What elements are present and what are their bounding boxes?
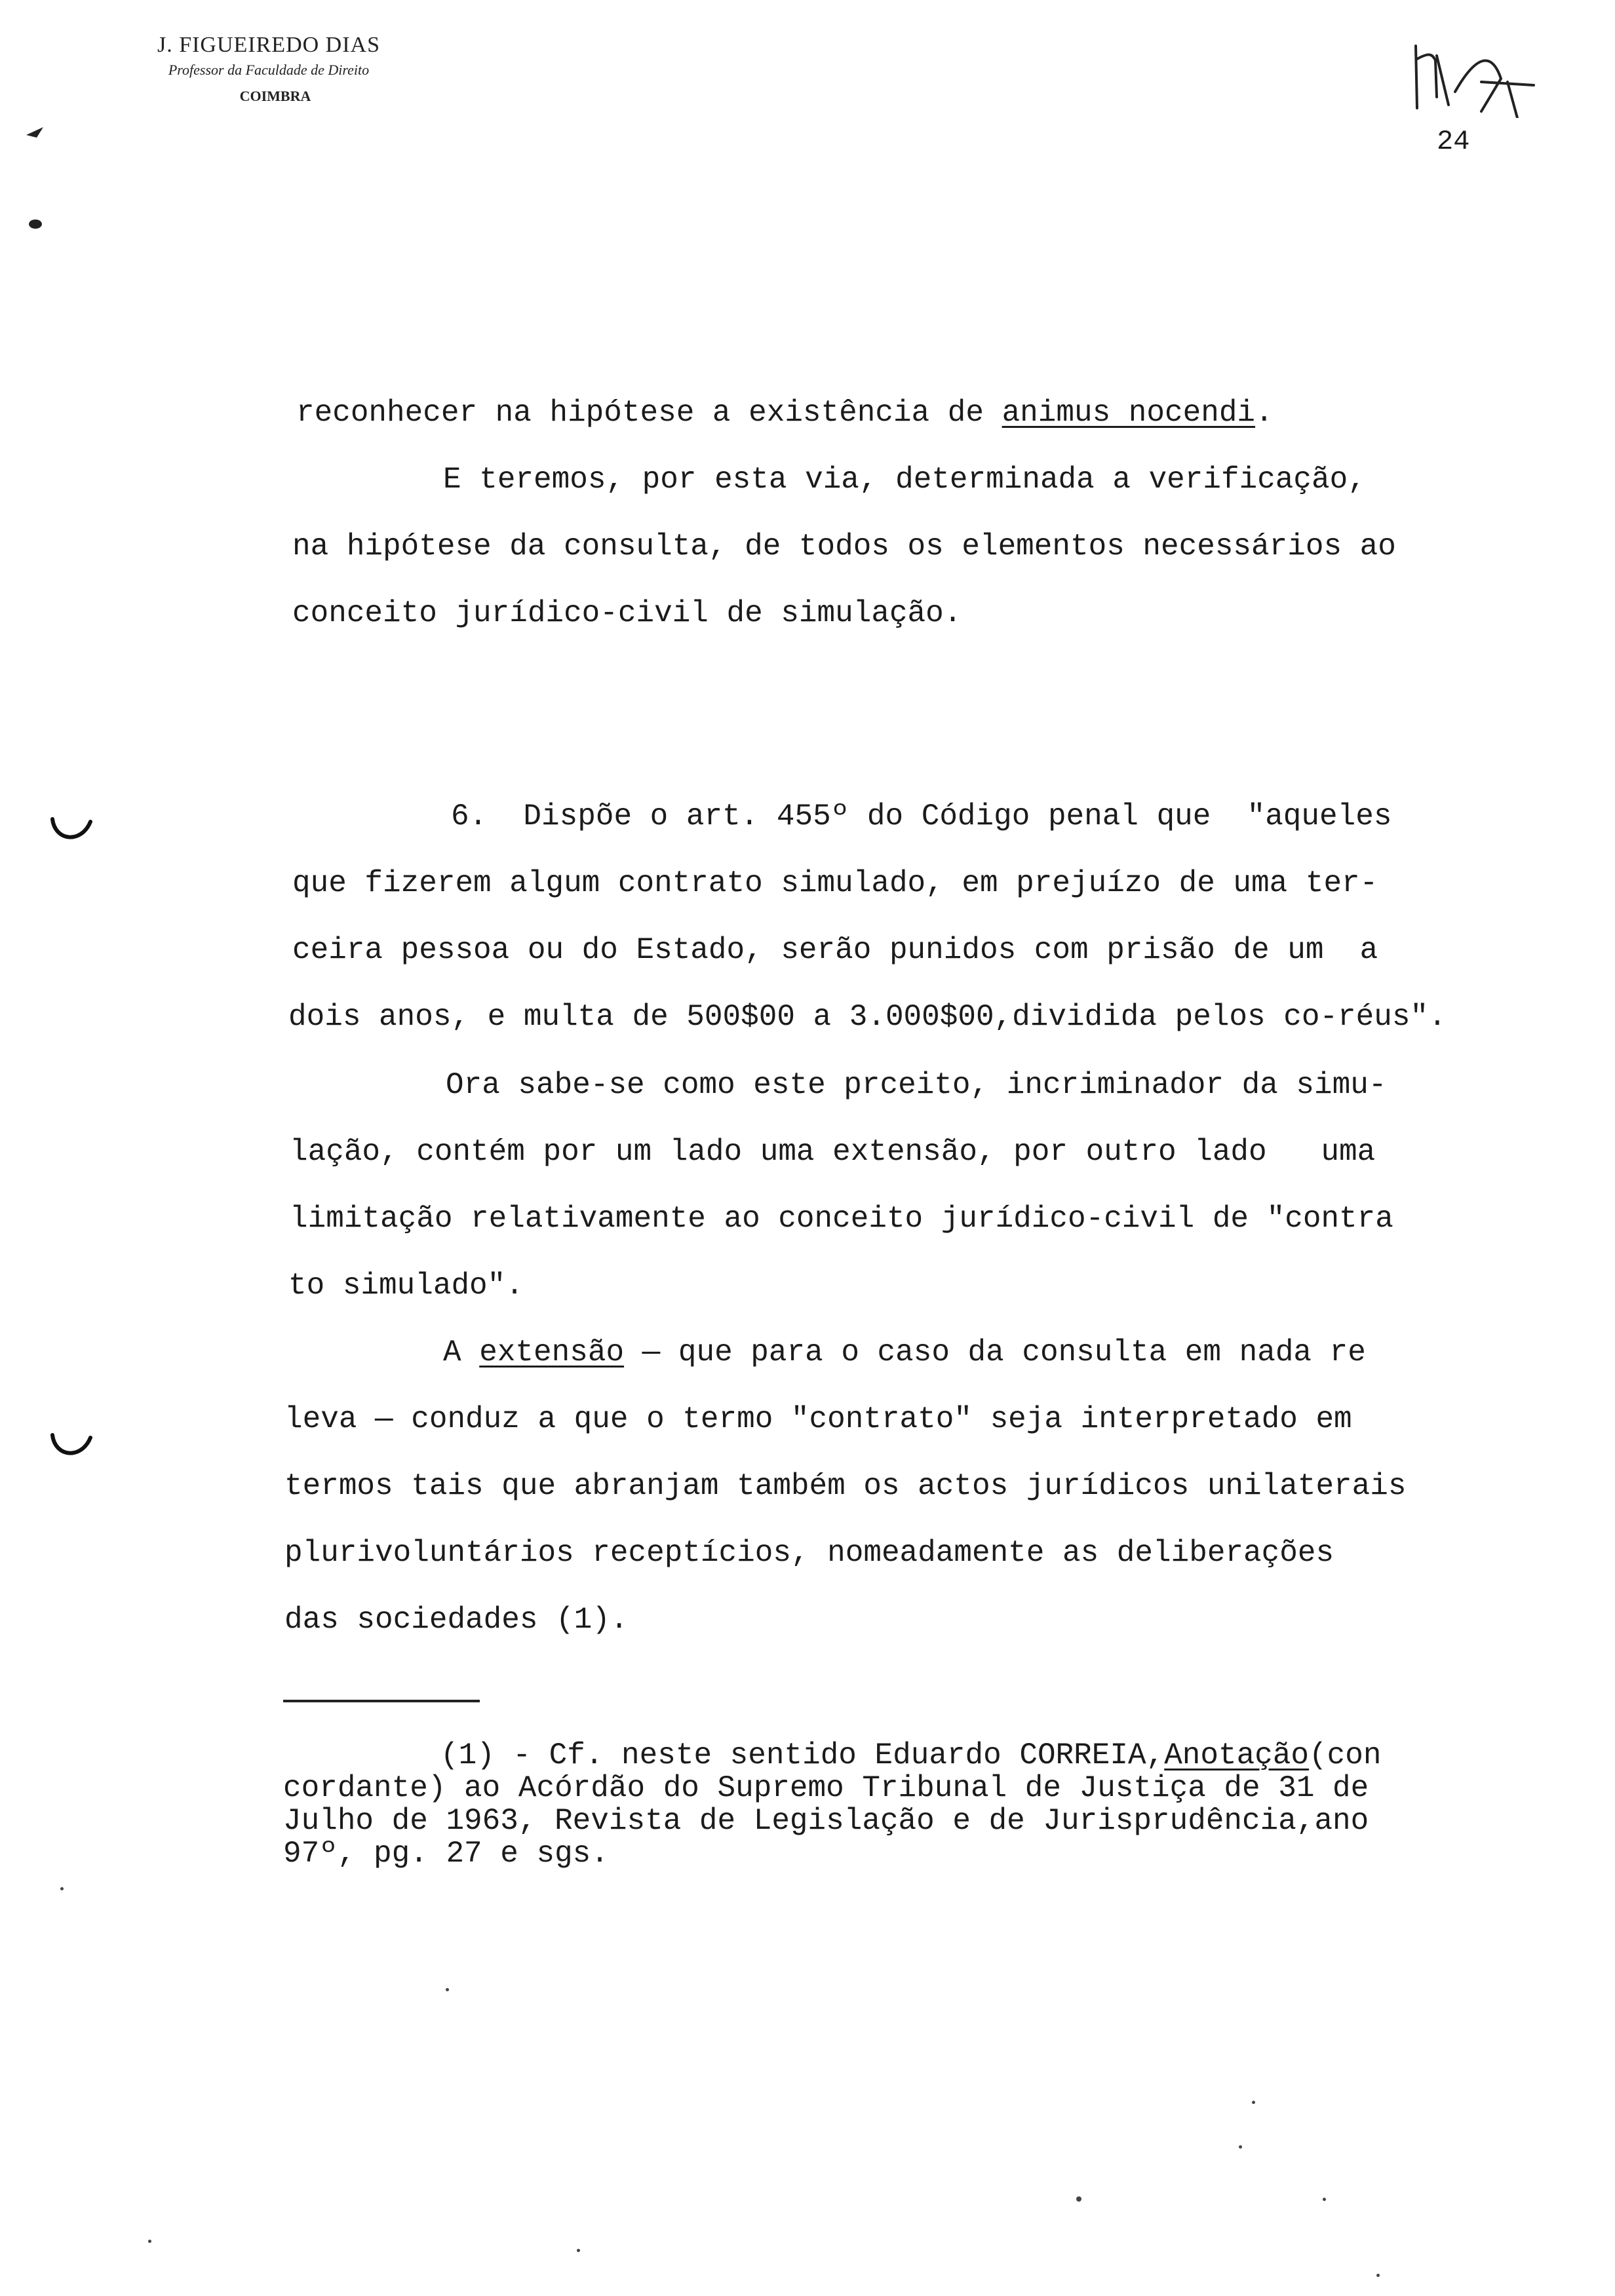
text-line: A extensão — que para o caso da consulta em nada re	[443, 1335, 1366, 1369]
text-line: ceira pessoa ou do Estado, serão punidos com prisão de um a	[292, 933, 1378, 967]
scan-speck	[1376, 2274, 1380, 2277]
text-line: limitação relativamente ao conceito jurídico-civil de "contra	[290, 1202, 1393, 1236]
scan-speck	[1323, 2198, 1326, 2201]
scan-speck	[1252, 2101, 1255, 2104]
handwritten-signature	[1403, 20, 1547, 118]
author-name: J. FIGUEIREDO DIAS	[157, 33, 381, 57]
text-line: que fizerem algum contrato simulado, em prejuízo de uma ter-	[292, 866, 1378, 900]
text-line: plurivoluntários receptícios, nomeadamente as deliberações	[284, 1536, 1334, 1570]
scan-speck	[148, 2240, 151, 2243]
scan-speck	[1239, 2145, 1242, 2149]
footnote-line: 97º, pg. 27 e sgs.	[283, 1837, 609, 1871]
scan-speck	[446, 1988, 449, 1991]
page-number: 24	[1437, 126, 1470, 157]
footnote-line: cordante) ao Acórdão do Supremo Tribunal de Justiça de 31 de	[283, 1771, 1369, 1805]
text-line: leva — conduz a que o termo "contrato" seja interpretado em	[284, 1402, 1352, 1436]
letterhead	[98, 33, 439, 105]
scan-speck	[577, 2249, 580, 2252]
scan-speck	[24, 122, 50, 142]
footnote-line: (1) - Cf. neste sentido Eduardo CORREIA,Anotação(con	[440, 1738, 1382, 1772]
text-line: Ora sabe-se como este prceito, incriminador da simu-	[446, 1068, 1387, 1102]
punch-hole-mark	[49, 1431, 94, 1464]
underlined-term: extensão	[479, 1335, 625, 1369]
text-line: E teremos, por esta via, determinada a verificação,	[443, 463, 1366, 497]
underlined-term: animus nocendi	[1002, 396, 1256, 430]
scan-speck	[1076, 2196, 1081, 2202]
author-title: Professor da Faculdade de Direito	[168, 62, 370, 78]
text-line: 6. Dispõe o art. 455º do Código penal que "aqueles	[451, 799, 1392, 833]
text-line: to simulado".	[288, 1269, 524, 1303]
punch-hole-mark	[49, 815, 94, 848]
text-line: lação, contém por um lado uma extensão, por outro lado uma	[290, 1135, 1376, 1169]
footnote-underlined-title: Anotação	[1164, 1738, 1310, 1772]
text-line: termos tais que abranjam também os actos jurídicos unilaterais	[284, 1469, 1407, 1503]
scan-speck	[60, 1887, 64, 1890]
scan-speck	[26, 216, 46, 232]
footnote-line: Julho de 1963, Revista de Legislação e de Jurisprudência,ano	[283, 1804, 1369, 1838]
footnote-divider	[283, 1700, 480, 1702]
text-line: reconhecer na hipótese a existência de animus nocendi.	[296, 396, 1274, 430]
text-line: das sociedades (1).	[284, 1603, 629, 1637]
text-line: dois anos, e multa de 500$00 a 3.000$00,dividida pelos co-réus".	[288, 1000, 1447, 1034]
text-line: conceito jurídico-civil de simulação.	[292, 596, 962, 630]
text-line: na hipótese da consulta, de todos os elementos necessários ao	[292, 529, 1396, 564]
author-city: COIMBRA	[239, 88, 311, 104]
